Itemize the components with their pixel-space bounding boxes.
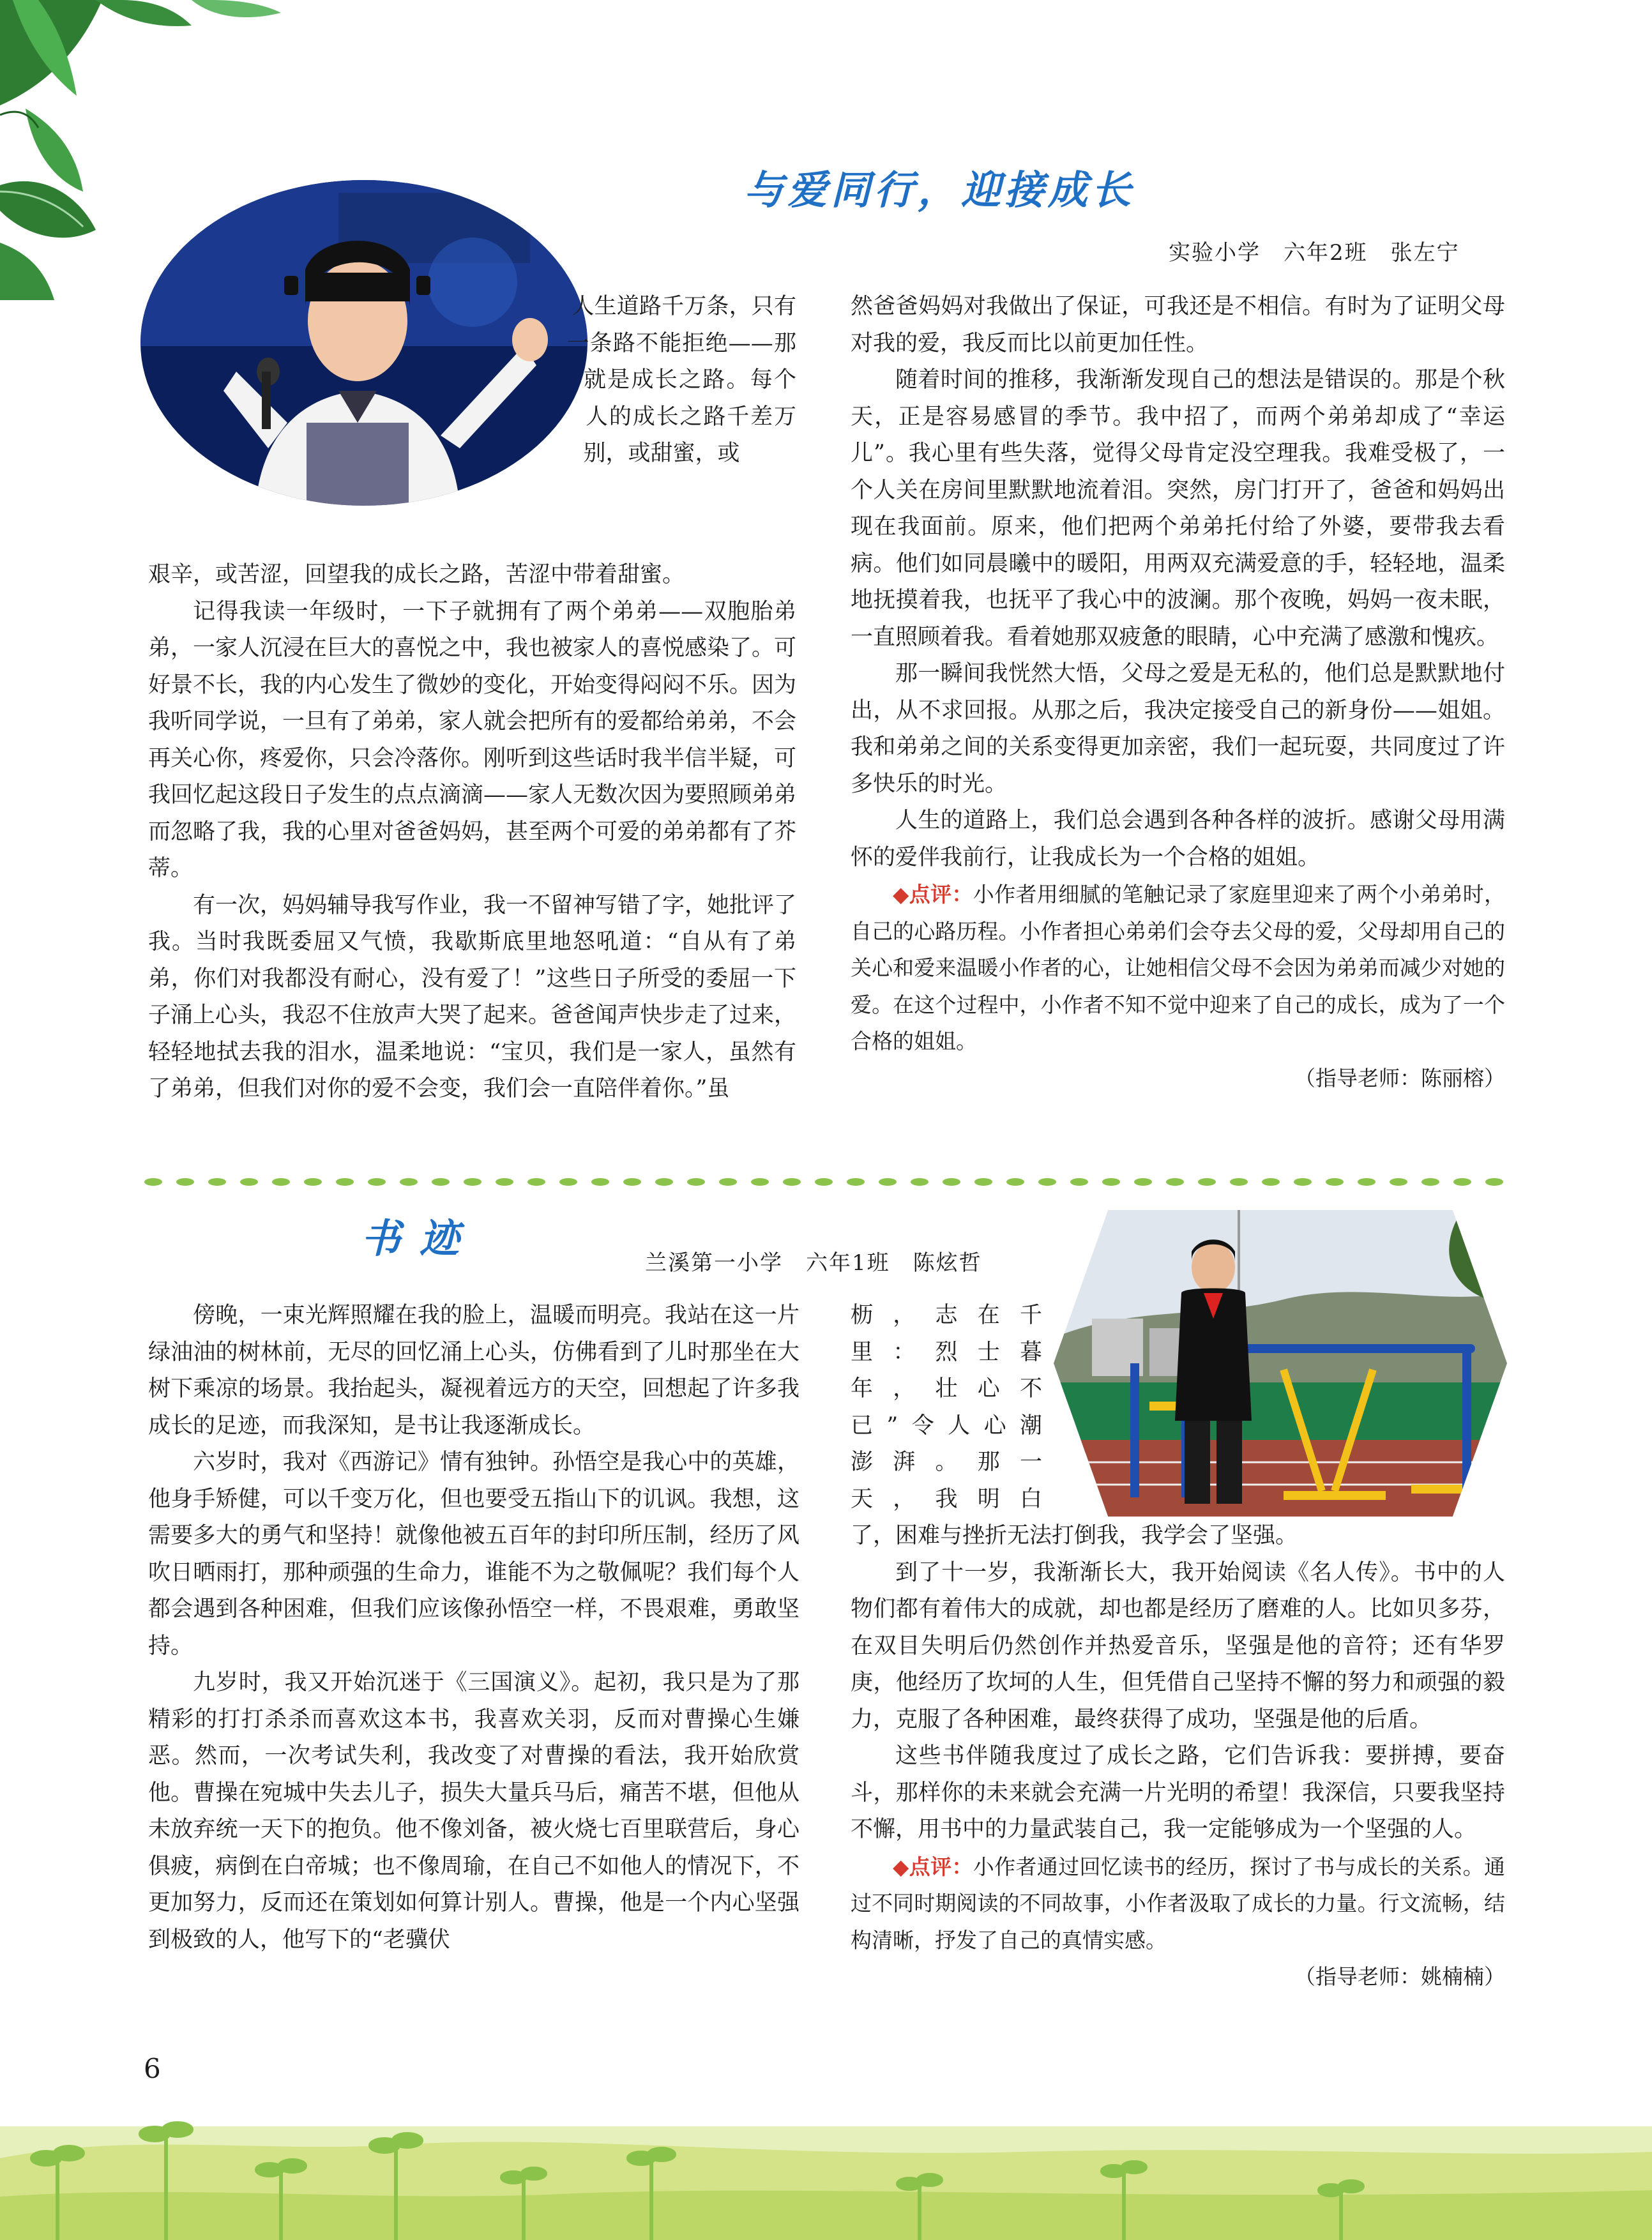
article2-wrap-line: 枥，志在千 <box>851 1303 1042 1328</box>
article2-wrap-line: 天，我明白 <box>851 1486 1042 1512</box>
article2-wrap-lines <box>851 1298 1042 1518</box>
article1-advisor: （指导老师：陈丽榕） <box>1294 1065 1505 1091</box>
article2-wrap-line: 已”令人心潮 <box>851 1412 1042 1439</box>
article2-paragraph: 了，困难与挫折无法打倒我，我学会了坚强。 <box>851 1523 1298 1548</box>
article1-photo-wrap <box>148 289 595 557</box>
article2-wrap-line: 年，壮心不 <box>851 1376 1042 1402</box>
article2-paragraph: 到了十一岁，我渐渐长大，我开始阅读《名人传》。书中的人物们都有着伟大的成就，却也都是经历了磨难的人。比如贝多芬，在双目失明后仍然创作并热爱音乐，坚强是他的音符；还有华罗庚，他经历了坎坷的人生，但凭借自己坚持不懈的努力和顽强的毅力，克服了各种困难，最终获得了成功，坚强是他的后盾。 <box>851 1559 1505 1732</box>
grass-decoration-bottom <box>0 1967 1652 2240</box>
article2-advisor: （指导老师：姚楠楠） <box>1294 1964 1505 1989</box>
article1-column-right <box>851 289 1505 1096</box>
article2-wrap-line: 里：烈士暮 <box>851 1339 1042 1365</box>
review-text: 小作者用细腻的笔触记录了家庭里迎来了两个小弟弟时，自己的心路历程。小作者担心弟弟们会夺去父母的爱，父母却用自己的关心和爱来温暖小作者的心，让她相信父母不会因为弟弟而减少对她的爱。在这个过程中，小作者不知不觉中迎来了自己的成长，成为了一个合格的姐姐。 <box>851 882 1506 1054</box>
article2-review <box>851 1849 1505 1959</box>
article1-review <box>851 876 1505 1060</box>
article2-byline: 兰溪第一小学 六年1班 陈炫哲 <box>645 1250 982 1276</box>
article1-byline: 实验小学 六年2班 张左宁 <box>1169 240 1460 266</box>
article1-wrap-paragraph: 人生道路千万条，只有一条路不能拒绝——那就是成长之路。每个人的成长之路千差万别，或甜蜜，或 <box>566 294 796 466</box>
review-label: ◆点评： <box>893 1854 973 1879</box>
article1-title: 与爱同行，迎接成长 <box>744 167 1135 213</box>
article2-paragraph: 六岁时，我对《西游记》情有独钟。孙悟空是我心中的英雄，他身手矫健，可以千变万化，但也要受五指山下的讥讽。我想，这需要多大的勇气和坚持！就像他被五百年的封印所压制，经历了风吹日晒雨打，那种顽强的生命力，谁能不为之敬佩呢？我们每个人都会遇到各种困难，但我们应该像孙悟空一样，不畏艰难，勇敢坚持。 <box>148 1449 799 1659</box>
article1-paragraph: 艰辛，或苦涩，回望我的成长之路，苦涩中带着甜蜜。 <box>148 562 685 587</box>
review-label: ◆点评： <box>893 882 973 907</box>
article2-paragraph: 九岁时，我又开始沉迷于《三国演义》。起初，我只是为了那精彩的打打杀杀而喜欢这本书，我喜欢关羽，反而对曹操心生嫌恶。然而，一次考试失利，我改变了对曹操的看法，我开始欣赏他。曹操在宛城中失去儿子，损失大量兵马后，痛苦不堪，但他从未放弃统一天下的抱负。他不像刘备，被火烧七百里联营后，身心俱疲，病倒在白帝城；也不像周瑜，在自己不如他人的情况下，不更加努力，反而还在策划如何算计别人。曹操，他是一个内心坚强到极致的人，他写下的“老骥伏 <box>148 1670 799 1953</box>
article1-column-left <box>148 289 796 1108</box>
article1-paragraph: 那一瞬间我恍然大悟，父母之爱是无私的，他们总是默默地付出，从不求回报。从那之后，我决定接受自己的新身份——姐姐。我和弟弟之间的关系变得更加亲密，我们一起玩耍，共同度过了许多快乐的时光。 <box>851 661 1505 797</box>
article1-paragraph: 随着时间的推移，我渐渐发现自己的想法是错误的。那是个秋天，正是容易感冒的季节。我中招了，而两个弟弟却成了“幸运儿”。我心里有些失落，觉得父母肯定没空理我。我难受极了，一个人关在房间里默默地流着泪。突然，房门打开了，爸爸和妈妈出现在我面前。原来，他们把两个弟弟托付给了外婆，要带我去看病。他们如同晨曦中的暖阳，用两双充满爱意的手，轻轻地，温柔地抚摸着我，也抚平了我心中的波澜。那个夜晚，妈妈一夜未眠，一直照顾着我。看着她那双疲惫的眼睛，心中充满了感激和愧疚。 <box>851 367 1505 650</box>
article2-paragraph: 傍晚，一束光辉照耀在我的脸上，温暖而明亮。我站在这一片绿油油的树林前，无尽的回忆涌上心头，仿佛看到了儿时那坐在大树下乘凉的场景。我抬起头，凝视着远方的天空，回想起了许多我成长的足迹，而我深知，是书让我逐渐成长。 <box>148 1303 799 1439</box>
review-text: 小作者通过回忆读书的经历，探讨了书与成长的关系。通过不同时期阅读的不同故事，小作者汲取了成长的力量。行文流畅，结构清晰，抒发了自己的真情实感。 <box>851 1854 1506 1953</box>
article1-paragraph: 记得我读一年级时，一下子就拥有了两个弟弟——双胞胎弟弟，一家人沉浸在巨大的喜悦之中，我也被家人的喜悦感染了。可好景不长，我的内心发生了微妙的变化，开始变得闷闷不乐。因为我听同学说，一旦有了弟弟，家人就会把所有的爱都给弟弟，不会再关心你，疼爱你，只会冷落你。刚听到这些话时我半信半疑，可我回忆起这段日子发生的点点滴滴——家人无数次因为要照顾弟弟而忽略了我，我的心里对爸爸妈妈，甚至两个可爱的弟弟都有了芥蒂。 <box>148 598 797 881</box>
page-number: 6 <box>144 2053 161 2084</box>
article2-title: 书迹 <box>361 1215 479 1262</box>
article2-paragraph: 这些书伴随我度过了成长之路，它们告诉我：要拼搏，要奋斗，那样你的未来就会充满一片光明的希望！我深信，只要我坚持不懈，用书中的力量武装自己，我一定能够成为一个坚强的人。 <box>851 1743 1505 1842</box>
article1-paragraph: 有一次，妈妈辅导我写作业，我一不留神写错了字，她批评了我。当时我既委屈又气愤，我歇斯底里地怒吼道：“自从有了弟弟，你们对我都没有耐心，没有爱了！”这些日子所受的委屈一下子涌上心头，我忍不住放声大哭了起来。爸爸闻声快步走了过来，轻轻地拭去我的泪水，温柔地说：“宝贝，我们是一家人，虽然有了弟弟，但我们对你的爱不会变，我们会一直陪伴着你。”虽 <box>148 892 797 1101</box>
article1-paragraph: 人生的道路上，我们总会遇到各种各样的波折。感谢父母用满怀的爱伴我前行，让我成长为一个合格的姐姐。 <box>851 808 1505 870</box>
article2-column-left <box>148 1298 799 1958</box>
section-divider <box>140 1174 1507 1190</box>
article2-column-right <box>851 1298 1505 1995</box>
article2-wrap-line: 澎湃。那一 <box>851 1449 1042 1475</box>
article1-paragraph: 然爸爸妈妈对我做出了保证，可我还是不相信。有时为了证明父母对我的爱，我反而比以前更加任性。 <box>851 294 1505 356</box>
